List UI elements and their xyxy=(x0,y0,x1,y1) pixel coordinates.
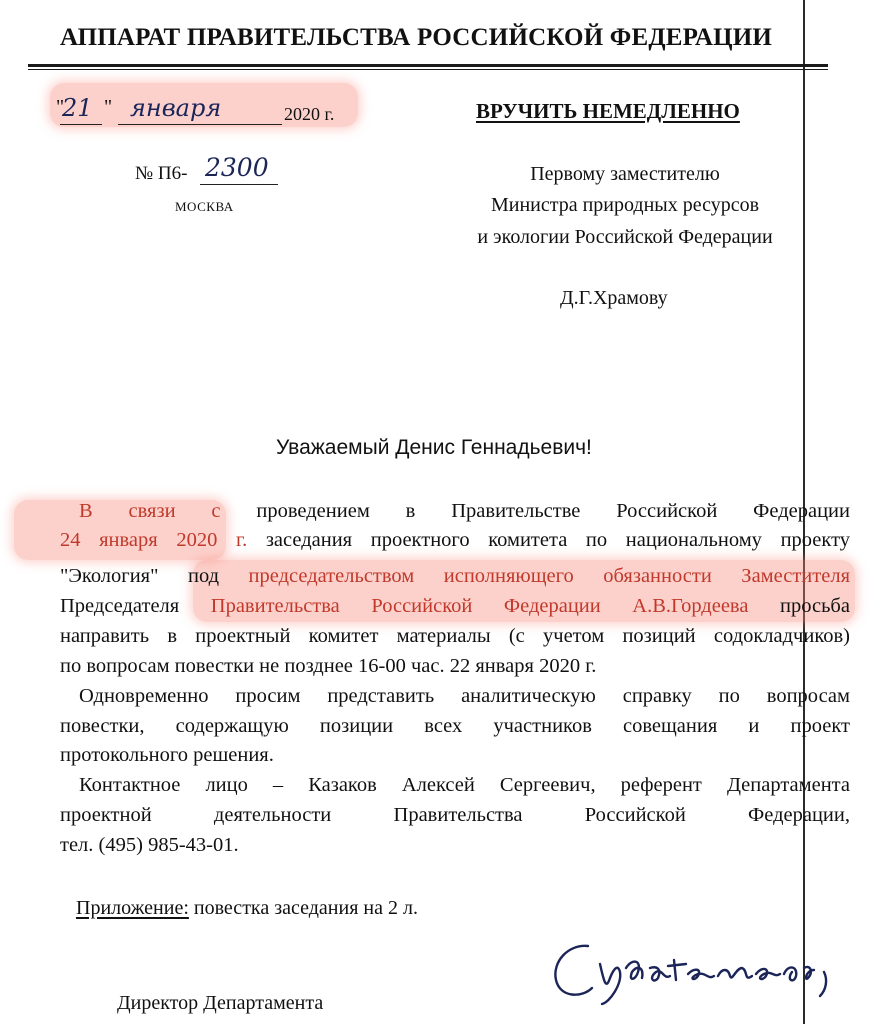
body-line: протокольного решения. xyxy=(60,744,274,766)
document-city: МОСКВА xyxy=(175,199,234,214)
body-line: проектной деятельности Правительства Российской Федерации, xyxy=(60,804,850,826)
body-line: "Экология" под председательством исполняющего обязанности Заместителя xyxy=(60,565,850,587)
date-month-underline xyxy=(118,124,282,125)
date-quote-close: " xyxy=(104,96,113,118)
date-day: 21 xyxy=(62,94,93,122)
body-line: тел. (495) 985-43-01. xyxy=(60,834,239,856)
body-line: направить в проектный комитет материалы (с учетом позиций содокладчиков) xyxy=(60,625,850,647)
header-rule-thin xyxy=(28,69,828,70)
appendix xyxy=(76,897,418,920)
body-line: Председателя Правительства Российской Федерации А.В.Гордеева просьба xyxy=(60,595,850,617)
addressee-line: Первому заместителю xyxy=(530,163,720,185)
document-header: АППАРАТ ПРАВИТЕЛЬСТВА РОССИЙСКОЙ ФЕДЕРАЦИИ xyxy=(60,24,773,51)
document-number-prefix: № П6- xyxy=(135,163,188,184)
document-number-underline xyxy=(200,184,278,185)
document-number-value: 2300 xyxy=(205,153,269,182)
date-year: 2020 г. xyxy=(284,104,335,124)
date-month: января xyxy=(130,94,222,122)
appendix-label: Приложение: xyxy=(76,897,189,919)
body-line: 24 января 2020 г. заседания проектного комитета по национальному проекту xyxy=(60,529,851,551)
handwritten-signature xyxy=(548,938,838,1008)
body-line: В связи с проведением в Правительстве Российской Федерации xyxy=(79,500,850,522)
signatory-title: Директор Департамента xyxy=(117,992,324,1014)
urgency-label: ВРУЧИТЬ НЕМЕДЛЕННО xyxy=(476,99,740,123)
date-quote-open: " xyxy=(56,96,65,118)
addressee-name: Д.Г.Храмову xyxy=(560,287,668,309)
salutation: Уважаемый Денис Геннадьевич! xyxy=(276,436,592,459)
addressee-line: и экологии Российской Федерации xyxy=(477,226,773,248)
header-rule-thick xyxy=(28,64,828,67)
body-line: по вопросам повестки не позднее 16-00 час. 22 января 2020 г. xyxy=(60,655,597,677)
body-line: Контактное лицо – Казаков Алексей Сергеевич, референт Департамента xyxy=(79,774,850,796)
body-line: повестки, содержащую позиции всех участников совещания и проект xyxy=(60,715,850,737)
body-line: Одновременно просим представить аналитическую справку по вопросам xyxy=(79,685,850,707)
date-day-underline xyxy=(60,124,102,125)
addressee-line: Министра природных ресурсов xyxy=(490,194,760,216)
appendix-text: повестка заседания на 2 л. xyxy=(193,897,418,919)
